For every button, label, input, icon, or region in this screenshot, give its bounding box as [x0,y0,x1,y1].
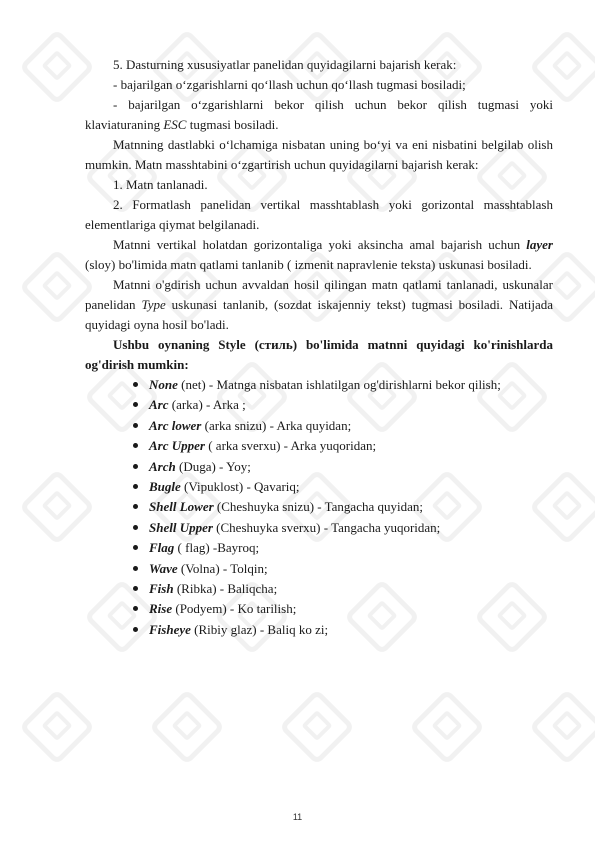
paragraph-apply: - bajarilgan o‘zgarishlarni qo‘llash uchun qo‘llash tugmasi bosiladi; [113,77,466,92]
list-item: Bugle (Vipuklost) - Qavariq; [133,477,553,497]
paragraph-step-2: 2. Formatlash panelidan vertikal masshtablash yoki gorizontal masshtablash elementlariga qiymat belgilanadi. [85,197,553,232]
document-body [85,55,553,640]
paragraph-step-1: 1. Matn tanlanadi. [113,177,208,192]
paragraph-scale-intro: Matnning dastlabki o‘lchamiga nisbatan uning bo‘yi va eni nisbatini belgilab olish mumkin. Matn masshtabini o‘zgartirish uchun quyidagilarni bajarish kerak: [85,137,553,172]
page-number: 11 [292,812,303,822]
list-item: Shell Upper (Cheshuyka sverxu) - Tangacha yuqoridan; [133,518,553,538]
list-item: Flag ( flag) -Bayroq; [133,538,553,558]
paragraph-step-5: 5. Dasturning xususiyatlar panelidan quyidagilarni bajarish kerak: [113,57,457,72]
type-term: Type [141,297,166,312]
list-item: Arc Upper ( arka sverxu) - Arka yuqoridan; [133,436,553,456]
esc-key-term: ESC [163,117,187,132]
list-item: Arc (arka) - Arka ; [133,395,553,415]
list-item: Shell Lower (Cheshuyka snizu) - Tangacha quyidan; [133,497,553,517]
layer-term: layer [526,237,553,252]
list-item: Arc lower (arka snizu) - Arka quyidan; [133,416,553,436]
paragraph-orientation: Matnni vertikal holatdan gorizontaliga yoki aksincha amal bajarish uchun layer (sloy) bo'limida matn qatlami tanlanib ( izmenit napravlenie teksta) uskunasi bosiladi. [85,237,553,272]
paragraph-warp: Matnni o'gdirish uchun avvaldan hosil qilingan matn qatlami tanlanadi, uskunalar panelidan Type uskunasi tanlanib, (sozdat iskajenniy tekst) tugmasi bosiladi. Natijada quyidagi oyna hosil bo'ladi. [85,277,553,332]
list-item: Fisheye (Ribiy glaz) - Baliq ko zi; [133,620,553,640]
list-item: Wave (Volna) - Tolqin; [133,559,553,579]
list-item: Rise (Podyem) - Ko tarilish; [133,599,553,619]
warp-style-list [85,375,553,640]
list-item: Fish (Ribka) - Baliqcha; [133,579,553,599]
paragraph-cancel: - bajarilgan o‘zgarishlarni bekor qilish uchun bekor qilish tugmasi yoki klaviaturaning ESC tugmasi bosiladi. [85,97,553,132]
list-item: Arch (Duga) - Yoy; [133,457,553,477]
paragraph-style-intro: Ushbu oynaning Style (стиль) bo'limida matnni quyidagi ko'rinishlarda og'dirish mumkin: [85,337,553,372]
list-item: None (net) - Matnga nisbatan ishlatilgan og'dirishlarni bekor qilish; [133,375,553,395]
